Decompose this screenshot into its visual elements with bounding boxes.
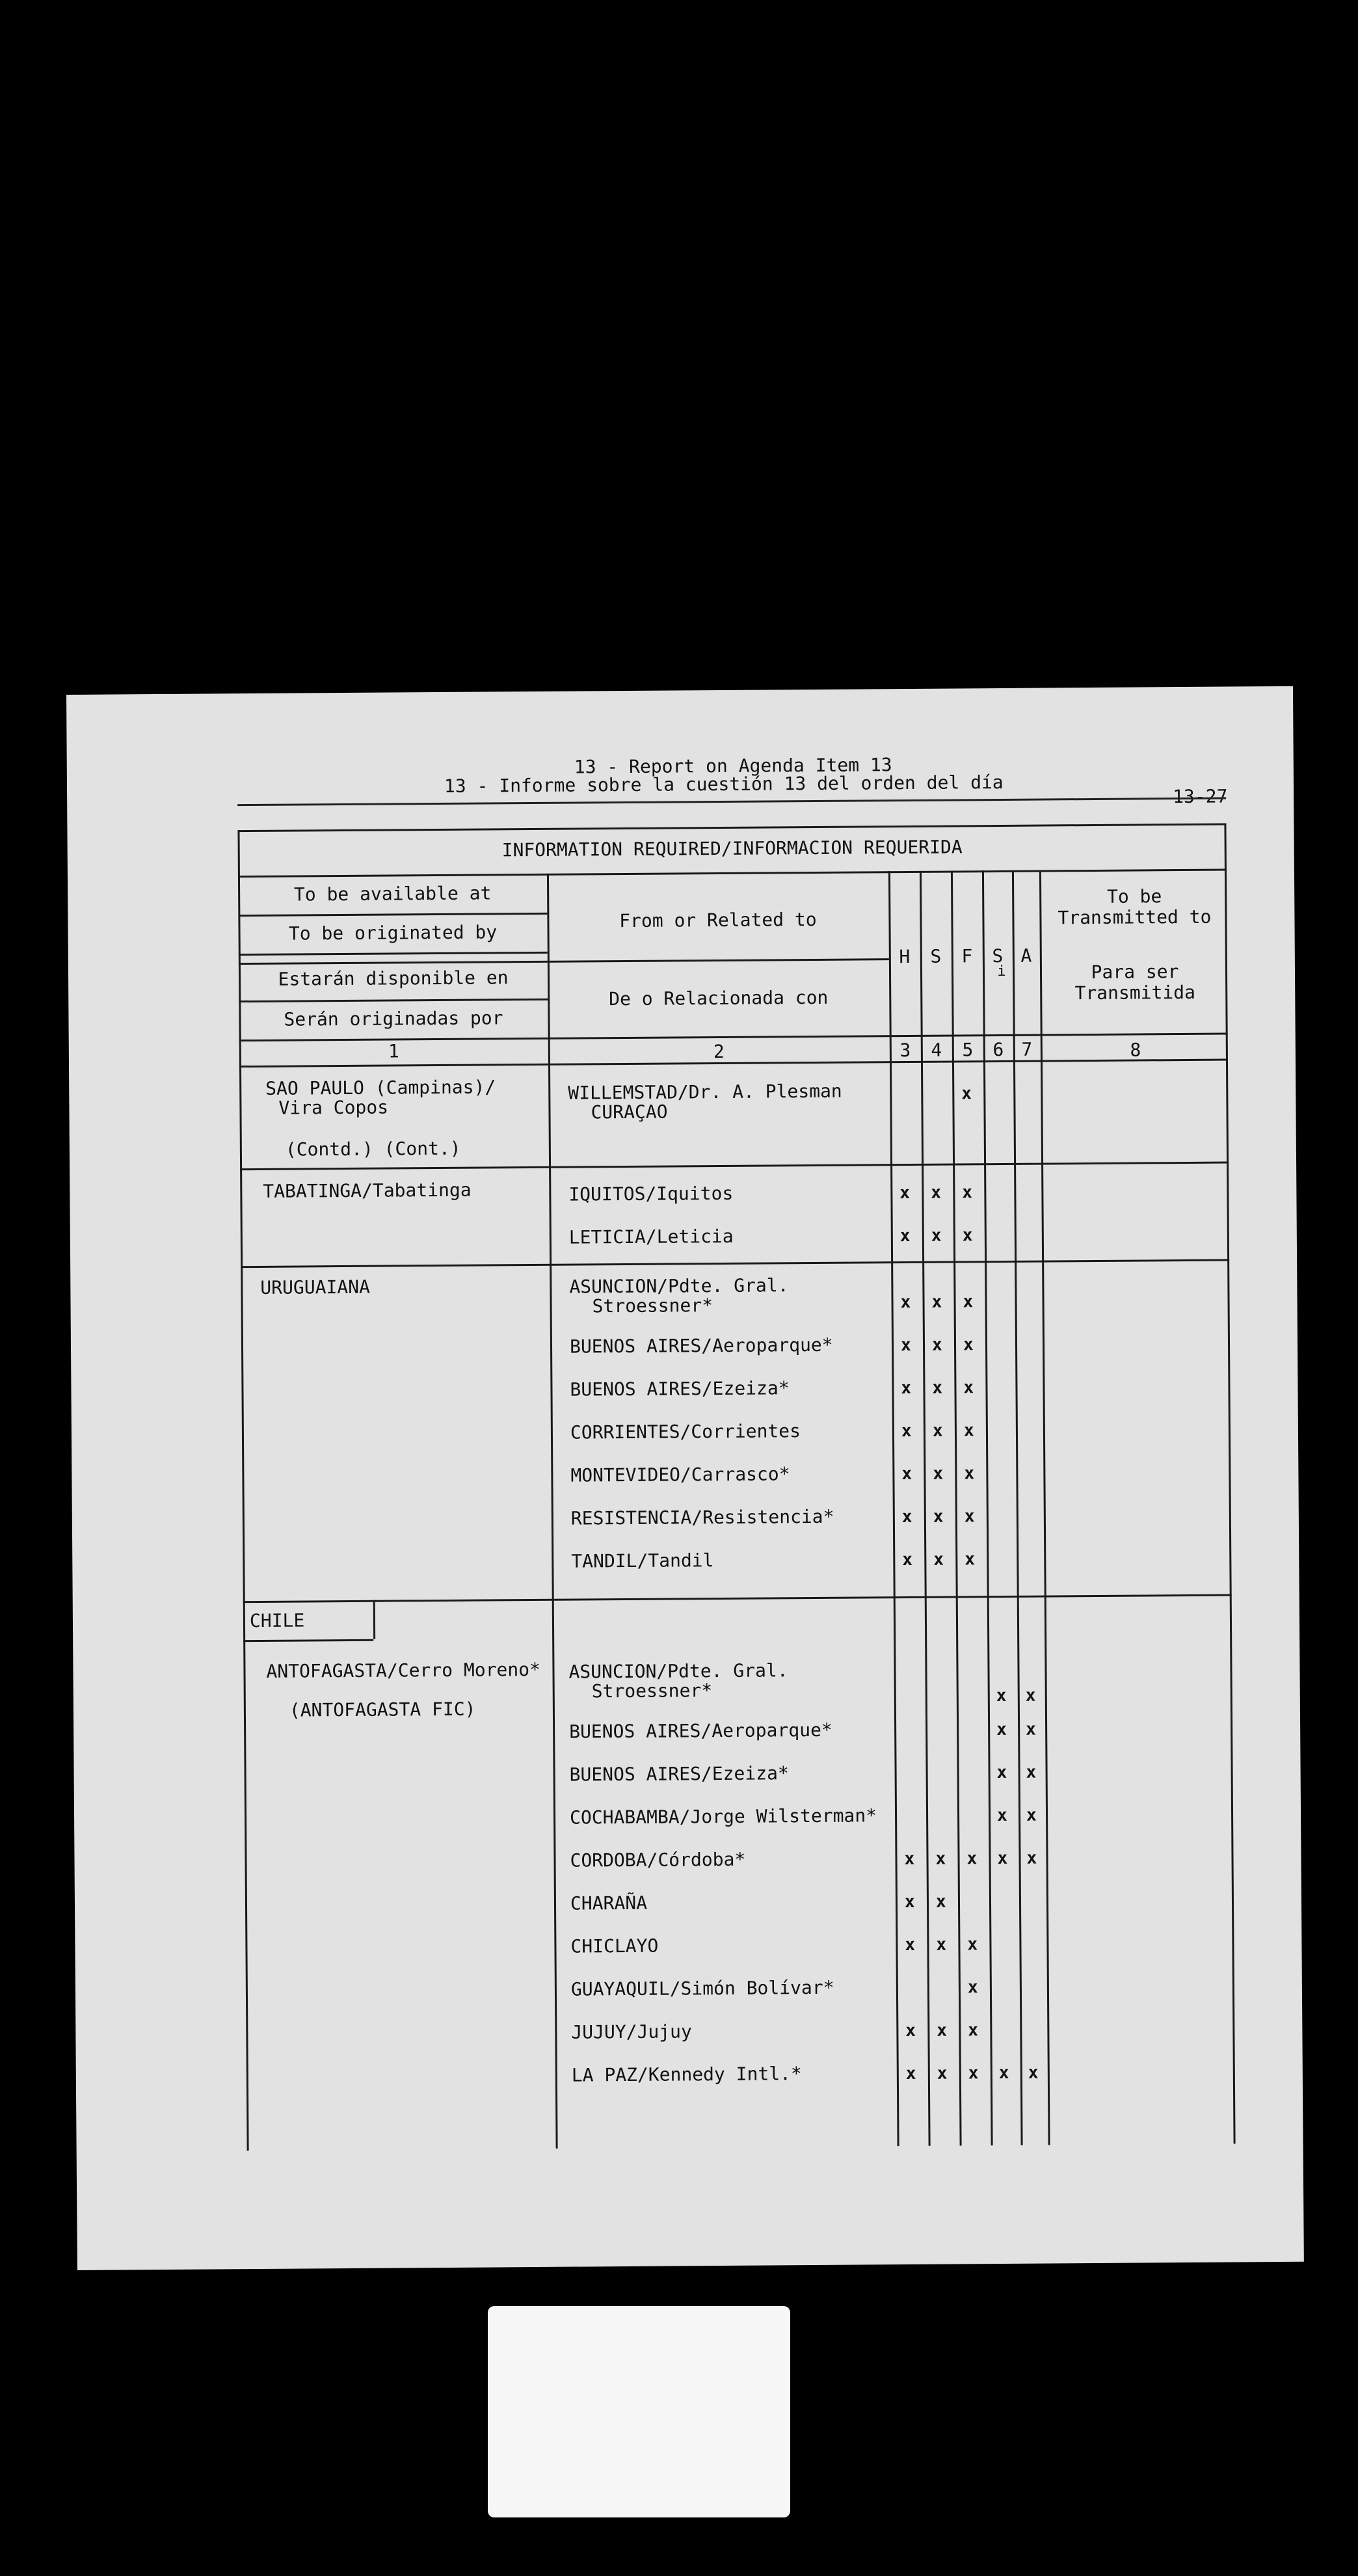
col1-header-es-b: Serán originadas por <box>284 1007 503 1030</box>
origin-sao-paulo-line2: Vira Copos <box>278 1096 389 1119</box>
dest-asuncion-1: ASUNCION/Pdte. Gral. <box>569 1274 789 1298</box>
col-f-header: F <box>961 945 973 967</box>
col1-header-en-a: To be available at <box>293 882 492 906</box>
dest-asuncion-2-line2: Stroessner* <box>591 1680 713 1702</box>
mark-cordoba-a: x <box>1026 1848 1037 1868</box>
mark-cordoba-h: x <box>904 1849 915 1870</box>
mark-charana-h: x <box>904 1892 915 1912</box>
mark-chiclayo-h: x <box>905 1935 916 1955</box>
mark-ezeiza1-s: x <box>932 1378 943 1398</box>
mark-iquitos-f: x <box>962 1183 973 1203</box>
dest-ezeiza-1: BUENOS AIRES/Ezeiza* <box>570 1377 790 1401</box>
dest-cordoba: CORDOBA/Córdoba* <box>570 1848 746 1872</box>
mark-jujuy-h: x <box>905 2020 916 2041</box>
blank-target-card <box>488 2306 790 2517</box>
mark-ezeiza1-h: x <box>901 1378 912 1399</box>
col-number-1: 1 <box>388 1040 399 1062</box>
mark-lapaz-f: x <box>968 2063 979 2084</box>
country-box-right <box>373 1600 375 1639</box>
dest-corrientes: CORRIENTES/Corrientes <box>570 1420 801 1443</box>
language-rule <box>239 958 889 965</box>
dest-aeroparque-2: BUENOS AIRES/Aeroparque* <box>569 1719 832 1743</box>
table-border-top <box>237 824 1226 833</box>
mark-corrientes-f: x <box>963 1421 974 1441</box>
origin-antofagasta-fic: (ANTOFAGASTA FIC) <box>289 1698 476 1721</box>
mark-lapaz-a: x <box>1028 2063 1039 2083</box>
col-number-4: 4 <box>931 1039 942 1061</box>
mark-cochabamba-a: x <box>1026 1805 1037 1825</box>
col2-header-en: From or Related to <box>619 908 817 932</box>
mark-cordoba-f: x <box>966 1849 978 1869</box>
dest-chiclayo: CHICLAYO <box>570 1935 659 1957</box>
mark-montevideo-h: x <box>901 1464 912 1484</box>
origin-sao-paulo: SAO PAULO (Campinas)/ <box>265 1076 496 1099</box>
col-si-subscript: i <box>997 963 1006 980</box>
dest-aeroparque-1: BUENOS AIRES/Aeroparque* <box>569 1334 833 1358</box>
country-box-bottom <box>243 1639 373 1642</box>
table-title: INFORMATION REQUIRED/INFORMACION REQUERIDA <box>501 836 963 861</box>
mark-willemstad-f: x <box>961 1084 972 1104</box>
dest-la-paz: LA PAZ/Kennedy Intl.* <box>571 2063 802 2086</box>
mark-asuncion2-a: x <box>1025 1685 1036 1706</box>
origin-uruguaiana: URUGUAIANA <box>260 1276 371 1298</box>
dest-ezeiza-2: BUENOS AIRES/Ezeiza* <box>569 1762 789 1786</box>
col-s-header: S <box>930 945 942 967</box>
mark-ezeiza2-a: x <box>1026 1762 1037 1782</box>
dest-leticia: LETICIA/Leticia <box>568 1225 734 1248</box>
mark-lapaz-s: x <box>937 2063 948 2084</box>
origin-tabatinga: TABATINGA/Tabatinga <box>263 1179 472 1202</box>
dest-guayaquil: GUAYAQUIL/Simón Bolívar* <box>570 1976 834 2000</box>
page-number: 13-27 <box>1173 785 1228 808</box>
mark-leticia-f: x <box>962 1226 973 1246</box>
col-a-header: A <box>1020 945 1032 967</box>
col-si-header: S <box>992 945 1004 967</box>
group-rule-3 <box>243 1594 1232 1603</box>
mark-guayaquil-f: x <box>967 1978 978 1998</box>
col8-header-es: Para ser Transmitida <box>1074 961 1196 1004</box>
dest-resistencia: RESISTENCIA/Resistencia* <box>570 1505 834 1529</box>
information-table <box>237 824 1235 2151</box>
document-page <box>66 686 1304 2270</box>
dest-willemstad-line2: CURAÇAO <box>591 1101 668 1123</box>
mark-montevideo-s: x <box>933 1464 944 1484</box>
col-number-2: 2 <box>713 1040 725 1063</box>
col1-rule-a <box>238 913 547 917</box>
col-number-6: 6 <box>992 1038 1004 1061</box>
dest-cochabamba: COCHABAMBA/Jorge Wilsterman* <box>569 1805 877 1829</box>
mark-aeroparque1-f: x <box>963 1335 974 1355</box>
mark-resistencia-h: x <box>901 1507 912 1527</box>
mark-resistencia-f: x <box>964 1507 975 1527</box>
title-rule <box>238 869 1227 878</box>
table-border-right <box>1224 824 1235 2144</box>
col-number-8: 8 <box>1130 1039 1141 1061</box>
mark-tandil-f: x <box>965 1550 976 1570</box>
mark-iquitos-h: x <box>899 1183 911 1203</box>
mark-lapaz-h: x <box>905 2063 916 2084</box>
group-rule-2 <box>241 1259 1229 1268</box>
mark-asuncion2-si: x <box>996 1685 1007 1706</box>
mark-chiclayo-f: x <box>967 1935 978 1955</box>
col1-rule-c <box>239 999 548 1002</box>
header-rule <box>237 798 1226 807</box>
country-chile: CHILE <box>249 1609 305 1632</box>
mark-ezeiza1-f: x <box>963 1378 974 1398</box>
mark-cordoba-si: x <box>997 1848 1008 1869</box>
col1-header-es-a: Estarán disponible en <box>278 967 509 990</box>
mark-cochabamba-si: x <box>996 1805 1007 1826</box>
header-line-1: 13 - Report on Agenda Item 13 <box>574 754 892 778</box>
col2-header-es: De o Relacionada con <box>609 986 829 1010</box>
col-number-7: 7 <box>1021 1038 1033 1060</box>
mark-jujuy-f: x <box>968 2020 979 2041</box>
mark-chiclayo-s: x <box>936 1935 947 1955</box>
col8-header-en: To be Transmitted to <box>1058 885 1212 929</box>
mark-aeroparque1-h: x <box>900 1335 911 1356</box>
origin-sao-paulo-contd: (Contd.) (Cont.) <box>285 1137 461 1161</box>
dest-willemstad: WILLEMSTAD/Dr. A. Plesman <box>568 1080 842 1104</box>
col-h-header: H <box>899 945 911 968</box>
origin-antofagasta: ANTOFAGASTA/Cerro Moreno* <box>266 1658 541 1682</box>
mark-leticia-s: x <box>931 1226 942 1246</box>
mark-tandil-h: x <box>902 1550 913 1570</box>
mark-iquitos-s: x <box>931 1183 942 1203</box>
dest-tandil: TANDIL/Tandil <box>571 1550 714 1572</box>
dest-charana: CHARAÑA <box>570 1892 648 1914</box>
mark-resistencia-s: x <box>933 1507 944 1527</box>
dest-iquitos: IQUITOS/Iquitos <box>568 1182 734 1205</box>
col-number-5: 5 <box>962 1039 974 1061</box>
col1-header-en-b: To be originated by <box>288 921 498 945</box>
mark-asuncion1-f: x <box>963 1292 974 1312</box>
col1-rule-b <box>239 952 548 956</box>
col-number-3: 3 <box>899 1039 911 1062</box>
mark-cordoba-s: x <box>935 1849 946 1869</box>
mark-aeroparque1-s: x <box>931 1335 942 1355</box>
mark-leticia-h: x <box>899 1226 911 1246</box>
mark-tandil-s: x <box>933 1550 944 1570</box>
mark-asuncion1-s: x <box>931 1292 942 1312</box>
dest-asuncion-2: ASUNCION/Pdte. Gral. <box>568 1659 788 1683</box>
mark-charana-s: x <box>935 1892 946 1912</box>
dest-asuncion-1-line2: Stroessner* <box>592 1295 713 1317</box>
mark-corrientes-h: x <box>901 1421 912 1442</box>
mark-asuncion1-h: x <box>900 1292 911 1313</box>
dest-montevideo: MONTEVIDEO/Carrasco* <box>570 1463 790 1486</box>
mark-aeroparque2-a: x <box>1026 1719 1036 1739</box>
mark-montevideo-f: x <box>964 1464 975 1484</box>
mark-jujuy-s: x <box>937 2020 948 2041</box>
mark-aeroparque2-si: x <box>996 1719 1007 1740</box>
header-line-2: 13 - Informe sobre la cuestión 13 del orden del día <box>444 771 1004 797</box>
mark-ezeiza2-si: x <box>996 1762 1007 1783</box>
group-rule-1 <box>240 1162 1229 1171</box>
mark-lapaz-si: x <box>998 2063 1009 2084</box>
mark-corrientes-s: x <box>932 1421 943 1441</box>
dest-jujuy: JUJUY/Jujuy <box>571 2020 692 2043</box>
